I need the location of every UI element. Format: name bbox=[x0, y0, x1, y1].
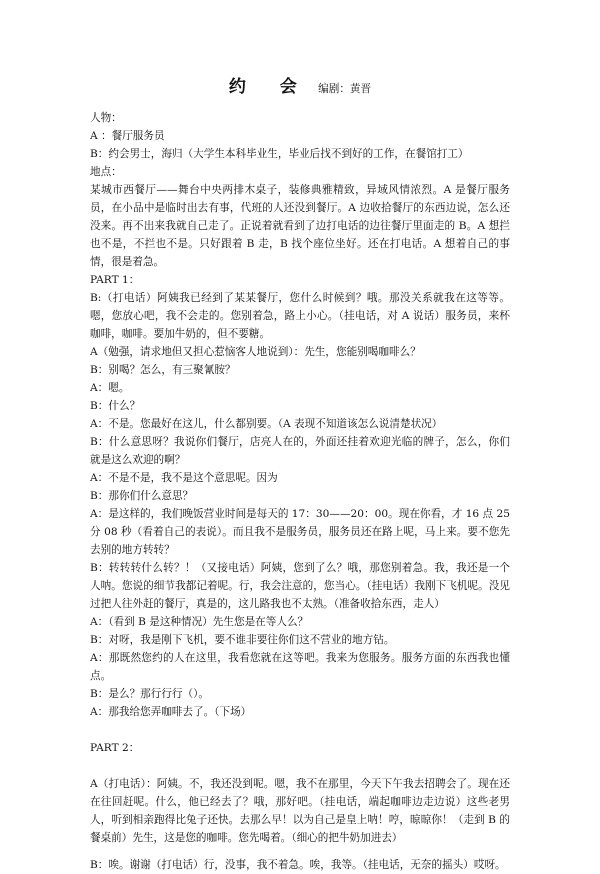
title-row bbox=[90, 78, 510, 102]
section-gap bbox=[90, 757, 510, 775]
dialogue-line: B：什么意思呀？我说你们餐厅，店亮人在的，外面还挂着欢迎光临的牌子，怎么，你们就是这么欢迎的啊？ bbox=[90, 436, 510, 466]
dialogue-line: A：那我给您弄咖啡去了。（下场） bbox=[90, 706, 252, 718]
author-credit: 编剧：黄晋 bbox=[318, 83, 372, 95]
page-title: 约 会 bbox=[228, 77, 311, 97]
dialogue-line: A：嗯。 bbox=[90, 382, 130, 394]
characters-heading: 人物： bbox=[90, 112, 122, 124]
dialogue-line: B：别喝？怎么，有三聚氰胺？ bbox=[90, 364, 236, 376]
character-a: A ：餐厅服务员 bbox=[90, 130, 165, 142]
dialogue-line: B：什么？ bbox=[90, 400, 141, 412]
dialogue-line: B：那你们什么意思？ bbox=[90, 490, 194, 502]
dialogue-line: A：（看到 B 是这种情况）先生您是在等人么？ bbox=[90, 616, 309, 628]
section-gap bbox=[90, 847, 510, 856]
setting-heading: 地点： bbox=[90, 166, 122, 178]
character-b: B：约会男士，海归（大学生本科毕业生，毕业后找不到好的工作，在餐馆打工） bbox=[90, 148, 469, 160]
dialogue-line: B:（打电话）阿姨我已经到了某某餐厅，您什么时候到？哦。那没关系就我在这等等。嗯，您放心吧，我不会走的。您别着急，路上小心。（挂电话，对 A 说话）服务员，来杯咖啡，咖啡。要加牛奶的，但不要糖。 bbox=[90, 292, 510, 340]
dialogue-line: B：转转转什么转？！（又接电话）阿姨，您到了么？哦，那您别着急。我，我还是一个人呐。您说的细节我都记着呢。行，我会注意的，您当心。（挂电话）我刚下飞机呢。没见过把人往外赶的餐厅，真是的，这儿路我也不太熟。（准备收拾东西，走人） bbox=[90, 562, 510, 610]
dialogue-line: A（勉强，请求地但又担心惹恼客人地说到）：先生，您能别喝咖啡么？ bbox=[90, 346, 421, 358]
dialogue-line: A：不是。您最好在这儿，什么都别要。（A 表现不知道该怎么说清楚状况） bbox=[90, 418, 443, 430]
section-gap bbox=[90, 721, 510, 739]
part1-heading: PART 1： bbox=[90, 274, 140, 286]
dialogue-line: B：对呀，我是刚下飞机，要不谁非要往你们这不营业的地方钻。 bbox=[90, 634, 395, 646]
dialogue-line: A（打电话）：阿姨。不，我还没到呢。嗯，我不在那里，今天下午我去招聘会了。现在还在往回赶呢。什么，他已经去了？哦，那好吧。（挂电话，端起咖啡边走边说）这些老男人，听到相亲跑得比兔子还快。去那么早！以为自己是皇上呐！哼，晾晾你！（走到 B 的餐桌前）先生，这是您的咖啡。您先喝着。（细心的把牛奶加进去） bbox=[90, 778, 510, 844]
part2-heading: PART 2： bbox=[90, 742, 140, 754]
dialogue-line: A：不是不是，我不是这个意思呢。因为 bbox=[90, 472, 278, 484]
dialogue-line: A：是这样的，我们晚饭营业时间是每天的 17：30——20：00。现在你看，才 16 点 25 分 08 秒（看着自己的表说）。而且我不是服务员，服务员还在路上呢，马上来。要不您先去别的地方转转？ bbox=[90, 508, 510, 556]
dialogue-line: B：唉。谢谢（打电话）行，没事，我不着急。唉，我等。（挂电话，无奈的摇头）哎呀。 bbox=[90, 859, 506, 871]
dialogue-line: A：那既然您约的人在这里，我看您就在这等吧。我来为您服务。服务方面的东西我也懂点。 bbox=[90, 652, 510, 682]
setting-text: 某城市西餐厅——舞台中央两排木桌子，装修典雅精致，异域风情浓烈。A 是餐厅服务员，在小品中是临时出去有事，代班的人还没到餐厅。A 边收拾餐厅的东西边说，怎么还没来。再不出来我就自己走了。正说着就看到了边打电话的边往餐厅里面走的 B。A 想拦也不是，不拦也不是。只好跟着 B 走，B 找个座位坐好。还在打电话。A 想着自己的事情，很是着急。 bbox=[90, 184, 510, 268]
dialogue-line: B：是么？那行行行（）。 bbox=[90, 688, 210, 700]
